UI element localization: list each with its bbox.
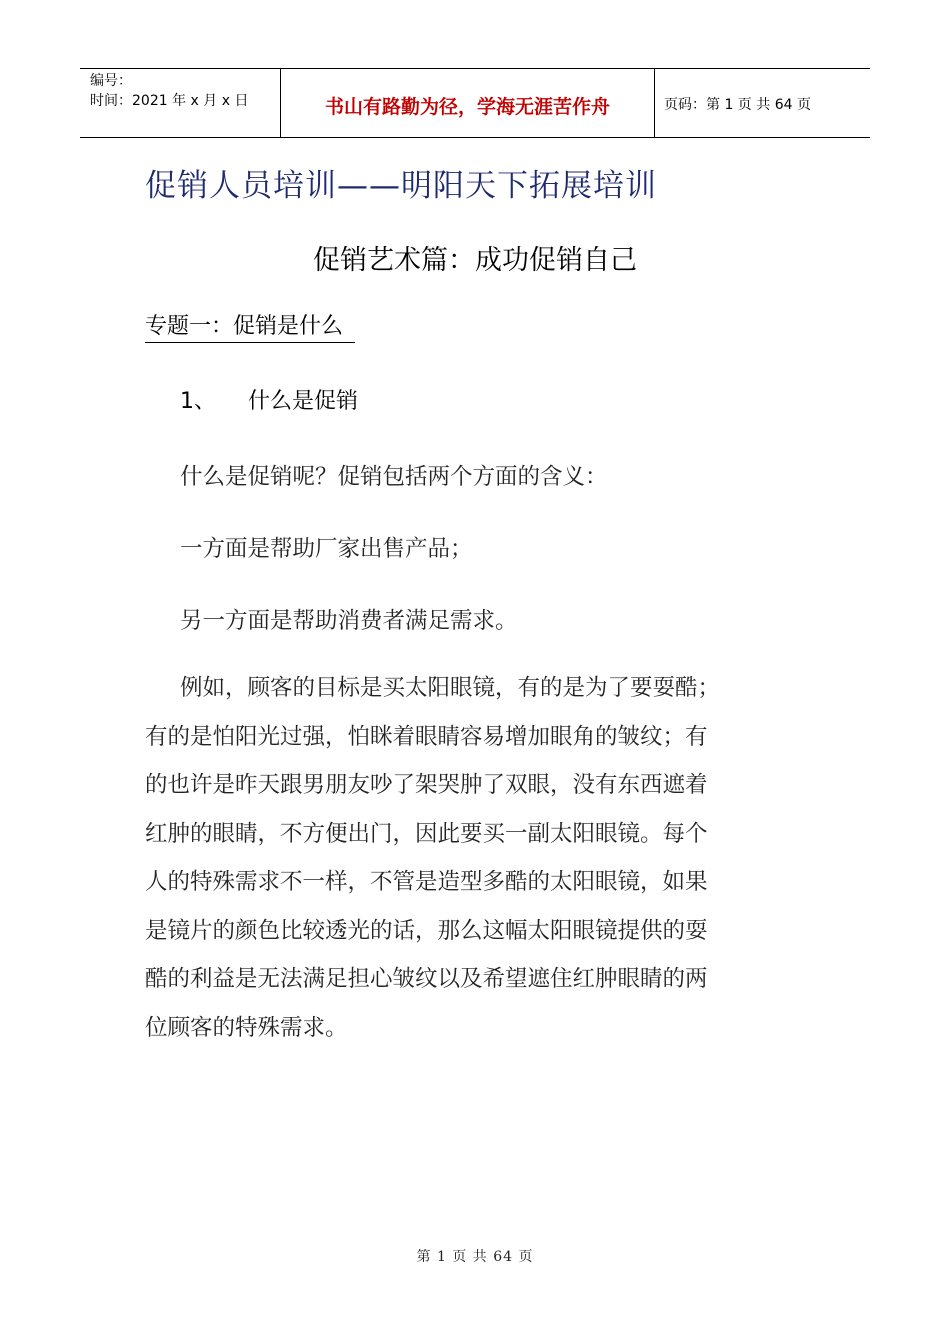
item-number: 1、 xyxy=(180,389,216,414)
item-title: 什么是促销 xyxy=(248,389,359,414)
header-page-info: 页码：第 1 页 共 64 页 xyxy=(664,97,811,113)
header-page-cell xyxy=(655,69,870,137)
example-line: 例如，顾客的目标是买太阳眼镜，有的是为了要耍酷； xyxy=(180,675,721,701)
example-line: 的也许是昨天跟男朋友吵了架哭肿了双眼，没有东西遮着 xyxy=(145,772,708,798)
section-heading: 专题一：促销是什么 xyxy=(145,312,355,343)
document-subtitle: 促销艺术篇：成功促销自己 xyxy=(313,245,637,276)
header-number-label: 编号： xyxy=(90,73,132,89)
page-header xyxy=(80,68,870,138)
page-footer: 第 1 页 共 64 页 xyxy=(416,1249,534,1265)
example-line: 酷的利益是无法满足担心皱纹以及希望遮住红肿眼睛的两 xyxy=(145,966,708,992)
example-line: 红肿的眼睛，不方便出门，因此要买一副太阳眼镜。每个 xyxy=(145,820,708,847)
header-motto-cell xyxy=(281,69,655,137)
header-meta-cell xyxy=(80,69,281,137)
document-title: 促销人员培训——明阳天下拓展培训 xyxy=(145,168,657,204)
paragraph-definition: 什么是促销呢？促销包括两个方面的含义： xyxy=(180,464,608,490)
item-heading xyxy=(180,384,358,415)
example-line: 是镜片的颜色比较透光的话，那么这幅太阳眼镜提供的耍 xyxy=(145,917,708,944)
paragraph-consumer: 另一方面是帮助消费者满足需求。 xyxy=(180,608,518,634)
header-motto: 书山有路勤为径，学海无涯苦作舟 xyxy=(324,95,610,118)
example-line: 有的是怕阳光过强，怕眯着眼睛容易增加眼角的皱纹；有 xyxy=(145,723,708,750)
paragraph-example xyxy=(145,664,790,1052)
example-line: 人的特殊需求不一样，不管是造型多酷的太阳眼镜，如果 xyxy=(145,869,708,895)
example-line: 位顾客的特殊需求。 xyxy=(145,1014,348,1041)
header-date-label: 时间：2021 年 x 月 x 日 xyxy=(90,93,249,109)
paragraph-manufacturer: 一方面是帮助厂家出售产品； xyxy=(180,536,473,562)
